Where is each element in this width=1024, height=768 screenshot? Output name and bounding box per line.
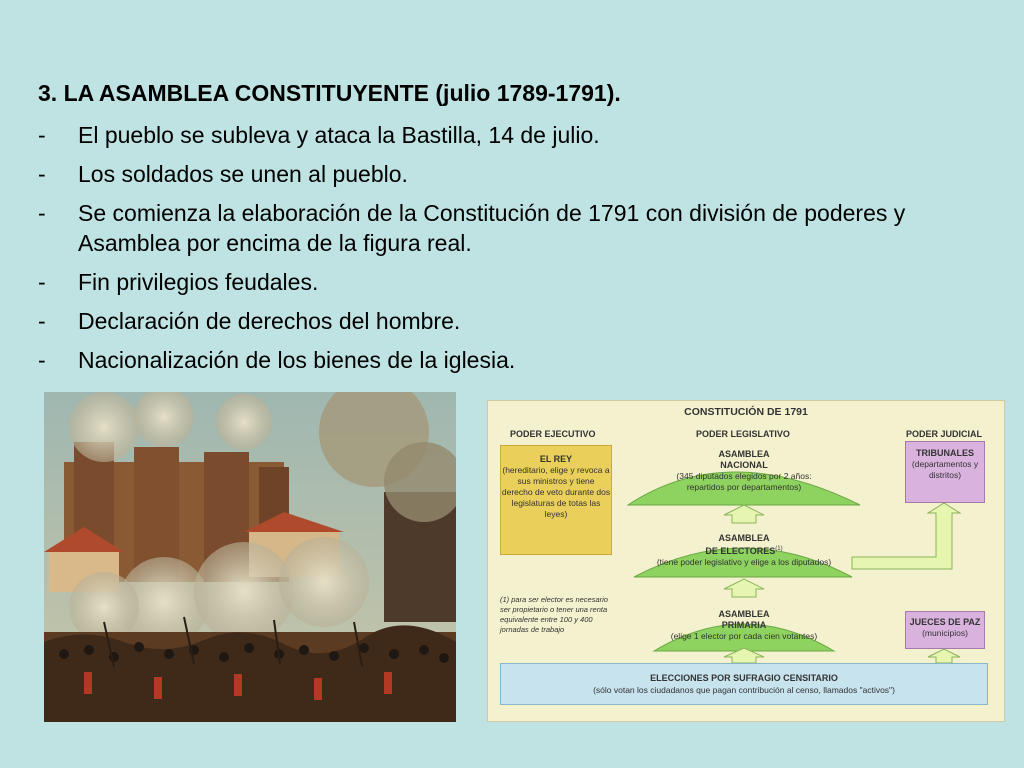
bullet-list: [38, 120, 988, 384]
bullet-text: Se comienza la elaboración de la Constitución de 1791 con división de poderes y Asamblea por encima de la figura real.: [78, 200, 906, 256]
bastille-painting: [44, 392, 456, 722]
bullet-dash: -: [38, 269, 46, 295]
bullet-dash: -: [38, 161, 46, 187]
bullet-item: [38, 267, 988, 297]
rey-name: EL REY: [539, 454, 573, 464]
primaria-desc: (elige 1 elector por cada cien votantes): [670, 631, 818, 641]
electores-name2: DE ELECTORES: [705, 545, 776, 556]
elecciones-name: ELECCIONES POR SUFRAGIO CENSITARIO: [650, 673, 838, 683]
bullet-dash: -: [38, 308, 46, 334]
electores-text: [638, 533, 850, 568]
jueces-name: JUECES DE PAZ: [909, 617, 981, 627]
box-elecciones: [500, 663, 988, 705]
bullet-item: [38, 120, 988, 150]
tribunales-name: TRIBUNALES: [916, 448, 974, 458]
jueces-desc: (municipios): [922, 628, 968, 638]
elecciones-desc: (sólo votan los ciudadanos que pagan contribución al censo, llamados "activos"): [593, 685, 895, 695]
bullet-item: [38, 345, 988, 375]
nacional-name1: ASAMBLEA: [718, 449, 770, 459]
nacional-text: [658, 449, 830, 493]
primaria-name1: ASAMBLEA: [718, 609, 770, 619]
electores-name1: ASAMBLEA: [718, 533, 770, 543]
nacional-name2: NACIONAL: [720, 460, 768, 470]
bullet-text: El pueblo se subleva y ataca la Bastilla, 14 de julio.: [78, 122, 600, 148]
nacional-desc1: (345 diputados elegidos por 2 años:: [676, 471, 812, 481]
tribunales-desc: (departamentos y distritos): [911, 459, 979, 480]
bullet-dash: -: [38, 347, 46, 373]
primaria-name2: PRIMARIA: [721, 620, 767, 630]
box-el-rey: [500, 445, 612, 555]
bastille-painting-image: [44, 392, 456, 722]
diagram-footnote: (1) para ser elector es necesario ser propietario o tener una renta equivalente entre 100 y 400 jornadas de trabajo: [500, 595, 608, 634]
nacional-desc2: repartidos por departamentos): [686, 482, 802, 492]
head-legislativo: PODER LEGISLATIVO: [696, 429, 790, 439]
bullet-item: [38, 159, 988, 189]
bullet-text: Declaración de derechos del hombre.: [78, 308, 461, 334]
diagram-title: CONSTITUCIÓN DE 1791: [684, 406, 808, 418]
box-jueces-de-paz: [905, 611, 985, 649]
slide-title: 3. LA ASAMBLEA CONSTITUYENTE (julio 1789-1791).: [38, 80, 621, 106]
bullet-item: [38, 198, 988, 258]
primaria-text: [654, 609, 834, 642]
bullet-text: Fin privilegios feudales.: [78, 269, 319, 295]
constitution-diagram: [487, 400, 1005, 722]
bullet-item: [38, 306, 988, 336]
electores-desc: (tiene poder legislativo y elige a los diputados): [656, 556, 832, 567]
bullet-text: Los soldados se unen al pueblo.: [78, 161, 408, 187]
head-ejecutivo: PODER EJECUTIVO: [510, 429, 596, 439]
head-judicial: PODER JUDICIAL: [906, 429, 983, 439]
bullet-dash: -: [38, 122, 46, 148]
rey-desc: (hereditario, elige y revoca a sus ministros y tiene derecho de veto durante dos legislaturas de totas las leyes): [501, 465, 611, 519]
bullet-dash: -: [38, 200, 46, 226]
box-tribunales: [905, 441, 985, 503]
electores-mark: (1): [775, 546, 783, 552]
bullet-text: Nacionalización de los bienes de la iglesia.: [78, 347, 516, 373]
